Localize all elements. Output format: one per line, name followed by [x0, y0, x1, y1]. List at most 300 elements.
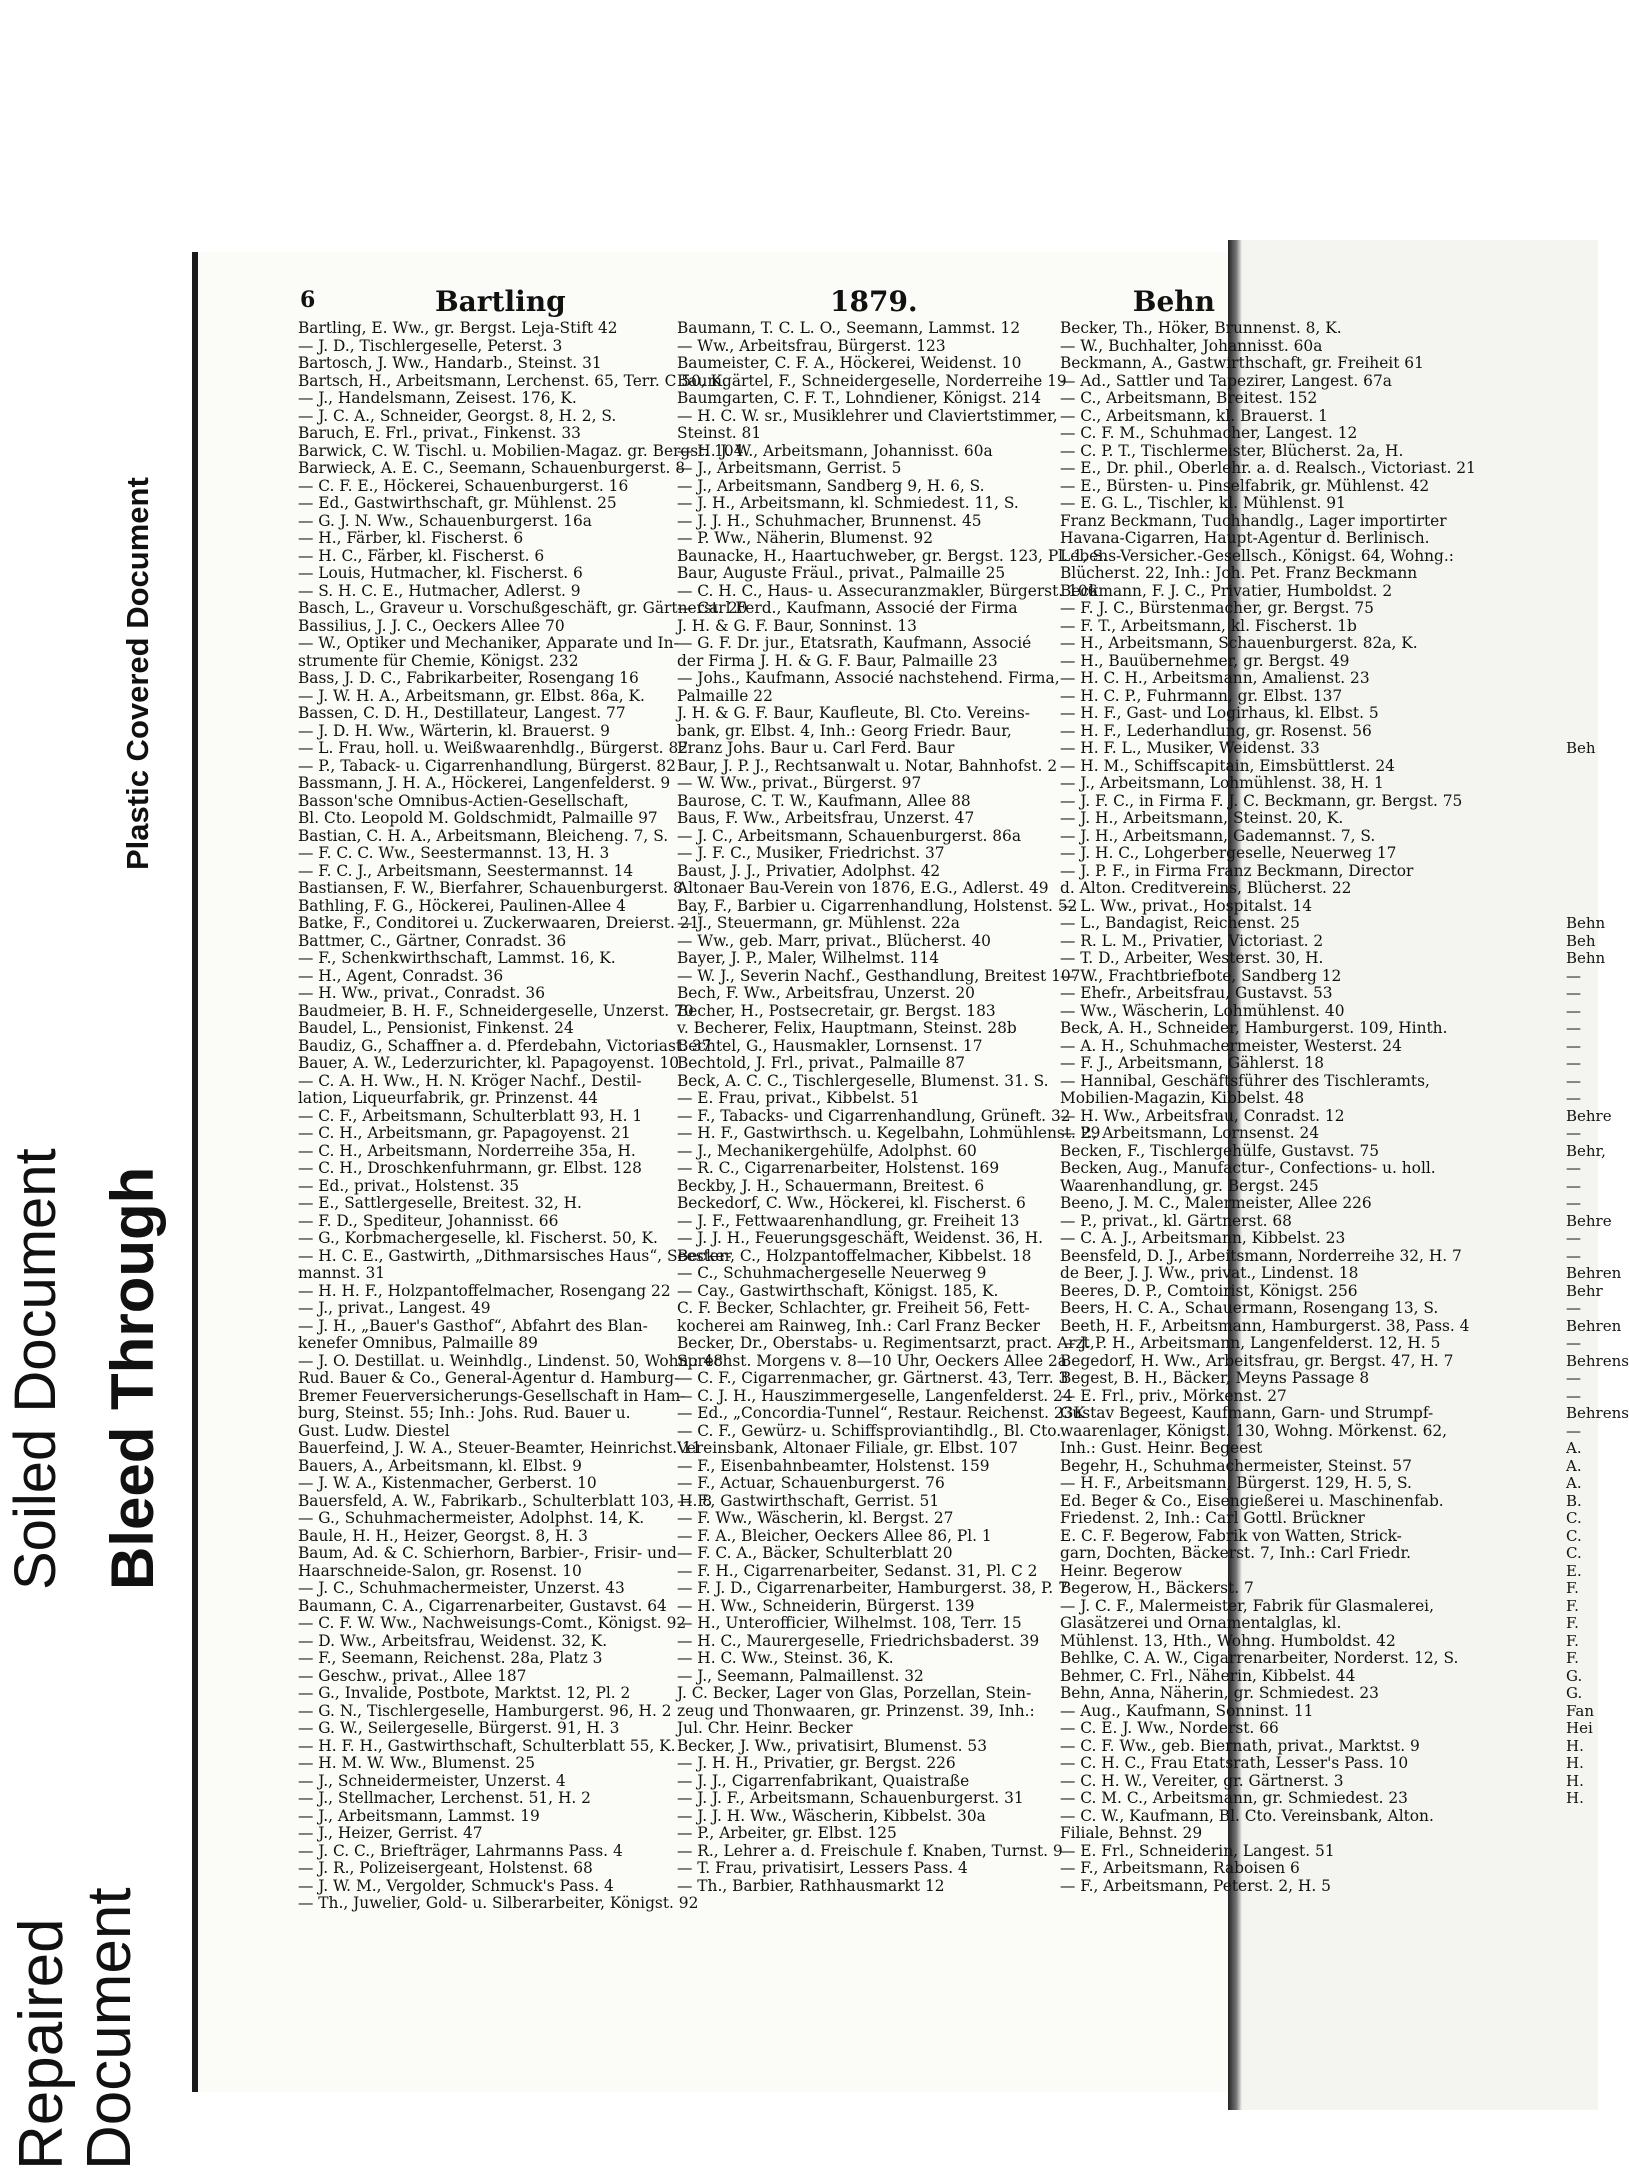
directory-entry: — F. C. J., Arbeitsmann, Seestermannst. 14	[298, 861, 634, 880]
fragment-line	[1566, 845, 1629, 863]
directory-entry: — J., Arbeitsmann, Gerrist. 5	[677, 459, 902, 477]
directory-entry: — C. E. J. Ww., Norderst. 66	[1060, 1719, 1279, 1737]
directory-entry: — F. H., Cigarrenarbeiter, Sedanst. 31, Pl. C 2	[677, 1561, 1038, 1580]
directory-entry: Begehr, H., Schuhmachermeister, Steinst. 57	[1060, 1456, 1412, 1475]
directory-entry: — J. D., Tischlergeselle, Peterst. 3	[298, 336, 563, 355]
directory-entry: Baumgarten, C. F. T., Lohndiener, Königst. 214	[677, 389, 1042, 407]
fragment-line: Behre	[1566, 1106, 1612, 1125]
directory-column-2	[677, 319, 1108, 1895]
directory-entry: — F. Ww., Wäscherin, kl. Bergst. 27	[677, 1509, 954, 1527]
directory-entry: — C. W., Kaufmann, Bl. Cto. Vereinsbank, Alton.	[1060, 1806, 1434, 1825]
fragment-line: F.	[1566, 1579, 1579, 1597]
directory-entry: — Louis, Hutmacher, kl. Fischerst. 6	[298, 564, 583, 582]
directory-entry: — J., Arbeitsmann, Lohmühlenst. 38, H. 1	[1060, 774, 1384, 792]
directory-entry: — F., Arbeitsmann, Peterst. 2, H. 5	[1060, 1876, 1331, 1895]
directory-entry: Beckby, J. H., Schauermann, Breitest. 6	[677, 1176, 985, 1195]
directory-entry: Begerow, H., Bäckerst. 7	[1060, 1579, 1254, 1597]
directory-entry: — H. Ww., Schneiderin, Bürgerst. 139	[677, 1596, 975, 1615]
directory-entry: Baur, J. P. J., Rechtsanwalt u. Notar, Bahnhofst. 2	[677, 756, 1058, 775]
directory-entry: — F., Eisenbahnbeamter, Holstenst. 159	[677, 1456, 990, 1475]
fragment-line: —	[1566, 1194, 1581, 1212]
directory-entry: — J., Handelsmann, Zeisest. 176, K.	[298, 389, 577, 407]
fragment-line: Fan	[1566, 1701, 1594, 1720]
fragment-line: H.	[1566, 1736, 1584, 1755]
fragment-line: —	[1566, 1159, 1581, 1177]
fragment-line: H.	[1566, 1789, 1584, 1807]
fragment-line: —	[1566, 1071, 1581, 1090]
directory-entry: — G. N., Tischlergeselle, Hamburgerst. 96, H. 2	[298, 1701, 672, 1720]
directory-entry: — C. A. H. Ww., H. N. Kröger Nachf., Destil-	[298, 1071, 642, 1090]
directory-entry: Baus, F. Ww., Arbeitsfrau, Unzerst. 47	[677, 809, 975, 827]
directory-entry: — P. Ww., Näherin, Blumenst. 92	[677, 529, 933, 547]
fragment-line: E.	[1566, 1561, 1582, 1580]
directory-entry: Vereinsbank, Altonaer Filiale, gr. Elbst. 107	[677, 1439, 1018, 1457]
directory-entry: Baumgärtel, F., Schneidergeselle, Norderreihe 19	[677, 371, 1067, 390]
directory-entry: — F., Actuar, Schauenburgerst. 76	[677, 1474, 945, 1492]
directory-entry: Bechtel, G., Hausmakler, Lornsenst. 17	[677, 1036, 983, 1055]
directory-entry: Palmaille 22	[677, 686, 773, 705]
directory-entry: — J. H., Arbeitsmann, kl. Schmiedest. 11, S.	[677, 494, 1019, 512]
directory-entry: — Johs., Kaufmann, Associé nachstehend. Firma,	[677, 669, 1060, 687]
directory-entry: — C. H. W., Vereiter, gr. Gärtnerst. 3	[1060, 1771, 1344, 1790]
directory-entry: — J. W. A., Kistenmacher, Gerberst. 10	[298, 1474, 597, 1492]
directory-entry: Bechtold, J. Frl., privat., Palmaille 87	[677, 1054, 966, 1072]
directory-entry: Baudel, L., Pensionist, Finkenst. 24	[298, 1019, 574, 1037]
directory-entry: — F. J., Arbeitsmann, Gählerst. 18	[1060, 1054, 1325, 1072]
fragment-line: A.	[1566, 1456, 1582, 1475]
directory-entry: — R. L. M., Privatier, Victoriast. 2	[1060, 931, 1324, 950]
directory-entry: Baudmeier, B. H. F., Schneidergeselle, Unzerst. 70	[298, 1001, 694, 1020]
directory-entry: — Th., Barbier, Rathhausmarkt 12	[677, 1876, 945, 1895]
directory-entry: — C. J. H., Hauszimmergeselle, Langenfelderst. 24	[677, 1386, 1073, 1405]
directory-entry: J. C. Becker, Lager von Glas, Porzellan, Stein-	[677, 1684, 1032, 1702]
directory-entry: Baruch, E. Frl., privat., Finkenst. 33	[298, 424, 581, 442]
directory-entry: Baumann, C. A., Cigarrenarbeiter, Gustavst. 64	[298, 1596, 667, 1615]
directory-entry: — H. F., Gast- und Logirhaus, kl. Elbst. 5	[1060, 704, 1379, 722]
fragment-line: —	[1566, 1386, 1581, 1405]
directory-entry: Beensfeld, D. J., Arbeitsmann, Norderreihe 32, H. 7	[1060, 1246, 1462, 1265]
directory-entry: — G. F. Dr. jur., Etatsrath, Kaufmann, Associé	[677, 634, 1032, 652]
directory-entry: — Cay., Gastwirthschaft, Königst. 185, K.	[677, 1281, 999, 1300]
fragment-line: —	[1566, 966, 1581, 985]
directory-entry: — W., Optiker und Mechaniker, Apparate und In-	[298, 634, 679, 652]
directory-entry: Bass, J. D. C., Fabrikarbeiter, Rosengang 16	[298, 669, 639, 687]
directory-entry: Franz Beckmann, Tuchhandlg., Lager importirter	[1060, 511, 1447, 530]
directory-entry: — J. F. C., in Firma F. J. C. Beckmann, gr. Bergst. 75	[1060, 791, 1463, 810]
directory-entry: — F. J. C., Bürstenmacher, gr. Bergst. 75	[1060, 599, 1374, 617]
directory-entry: — E., Bürsten- u. Pinselfabrik, gr. Mühlenst. 42	[1060, 476, 1430, 495]
directory-entry: — F., Gastwirthschaft, Gerrist. 51	[677, 1491, 940, 1510]
directory-entry: C. F. Becker, Schlachter, gr. Freiheit 56, Fett-	[677, 1299, 1030, 1317]
directory-entry: Baule, H. H., Heizer, Georgst. 8, H. 3	[298, 1526, 588, 1545]
directory-entry: — H. F. H., Gastwirthschaft, Schulterblatt 55, K.	[298, 1736, 676, 1755]
directory-entry: — L. Ww., privat., Hospitalst. 14	[1060, 896, 1313, 915]
directory-entry: — H. Ww., Arbeitsfrau, Conradst. 12	[1060, 1106, 1345, 1125]
directory-entry: Havana-Cigarren, Haupt-Agentur d. Berlinisch.	[1060, 529, 1430, 547]
directory-entry: — H., Unterofficier, Wilhelmst. 108, Terr. 15	[677, 1614, 1022, 1632]
directory-entry: — H. H. F., Holzpantoffelmacher, Rosengang 22	[298, 1281, 671, 1300]
directory-entry: — Th., Juwelier, Gold- u. Silberarbeiter, Königst. 92	[298, 1894, 699, 1912]
directory-entry: — C., Arbeitsmann, Breitest. 152	[1060, 389, 1318, 407]
directory-entry: — E., Dr. phil., Oberlehr. a. d. Realsch., Victoriast. 21	[1060, 459, 1476, 477]
fragment-line: —	[1566, 1176, 1581, 1195]
fragment-line: F.	[1566, 1649, 1579, 1667]
directory-entry: — J. W. H. A., Arbeitsmann, gr. Elbst. 86a, K.	[298, 686, 645, 705]
directory-entry: Bayer, J. P., Maler, Wilhelmst. 114	[677, 949, 939, 967]
fragment-line: G.	[1566, 1684, 1583, 1702]
directory-entry: — G., Invalide, Postbote, Marktst. 12, Pl. 2	[298, 1684, 631, 1702]
directory-entry: Beeres, D. P., Comtoirist, Königst. 256	[1060, 1281, 1358, 1300]
directory-entry: Becher, H., Postsecretair, gr. Bergst. 183	[677, 1001, 996, 1020]
directory-entry: — Ed., „Concordia-Tunnel“, Restaur. Reichenst. 23K	[677, 1404, 1085, 1422]
directory-entry: — F. A., Bleicher, Oeckers Allee 86, Pl. 1	[677, 1526, 992, 1545]
directory-entry: Jul. Chr. Heinr. Becker	[677, 1719, 853, 1737]
directory-entry: Baumann, T. C. L. O., Seemann, Lammst. 12	[677, 319, 1021, 337]
directory-entry: — J., Arbeitsmann, Lammst. 19	[298, 1806, 540, 1825]
directory-entry: Baum, Ad. & C. Schierhorn, Barbier-, Frisir- und	[298, 1544, 677, 1562]
fragment-line: Beh	[1566, 931, 1596, 950]
fragment-line: G.	[1566, 1666, 1583, 1685]
directory-entry: — J., privat., Langest. 49	[298, 1299, 491, 1317]
fragment-line: A.	[1566, 1474, 1582, 1492]
directory-entry: — H. M. W. Ww., Blumenst. 25	[298, 1754, 535, 1772]
directory-entry: — H. C. Ww., Steinst. 36, K.	[677, 1649, 894, 1667]
directory-entry: strumente für Chemie, Königst. 232	[298, 651, 579, 670]
directory-entry: garn, Dochten, Bäckerst. 7, Inh.: Carl Friedr.	[1060, 1544, 1412, 1562]
directory-entry: Sprechst. Morgens v. 8—10 Uhr, Oeckers Allee 2a	[677, 1351, 1067, 1370]
directory-entry: — H. F. L., Musiker, Weidenst. 33	[1060, 739, 1320, 757]
directory-entry: — J. H., „Bauer's Gasthof“, Abfahrt des Blan-	[298, 1316, 648, 1335]
fragment-line: F.	[1566, 1614, 1579, 1632]
directory-entry: Bassilius, J. J. C., Oeckers Allee 70	[298, 616, 565, 635]
directory-entry: — Ww., geb. Marr, privat., Blücherst. 40	[677, 931, 991, 950]
header-year: 1879.	[830, 285, 918, 318]
directory-entry: — J. H., Arbeitsmann, Gademannst. 7, S.	[1060, 826, 1376, 845]
directory-entry: Filiale, Behnst. 29	[1060, 1824, 1203, 1842]
directory-entry: Glasätzerei und Ornamentalglas, kl.	[1060, 1614, 1342, 1632]
directory-entry: Beeno, J. M. C., Malermeister, Allee 226	[1060, 1194, 1372, 1212]
directory-entry: — C. F. M., Schuhmacher, Langest. 12	[1060, 424, 1358, 442]
directory-entry: — J. C. F., Malermeister, Fabrik für Glasmalerei,	[1060, 1596, 1434, 1615]
directory-entry: Bathling, F. G., Höckerei, Paulinen-Allee 4	[298, 896, 626, 915]
fragment-line: Hei	[1566, 1719, 1593, 1737]
fragment-line: —	[1566, 1421, 1581, 1440]
directory-entry: — G. W., Seilergeselle, Bürgerst. 91, H. 3	[298, 1719, 620, 1737]
directory-entry: Bay, F., Barbier u. Cigarrenhandlung, Holstenst. 52	[677, 896, 1078, 915]
directory-entry: Rud. Bauer & Co., General-Agentur d. Hamburg-	[298, 1369, 680, 1387]
page-number: 6	[300, 287, 316, 313]
directory-entry: Steinst. 81	[677, 424, 762, 442]
directory-entry: Barwick, C. W. Tischl. u. Mobilien-Magaz. gr. Bergst. 104	[298, 441, 744, 460]
directory-entry: — C., Arbeitsmann, kl. Brauerst. 1	[1060, 406, 1328, 425]
directory-entry: — H. F., Lederhandlung, gr. Rosenst. 56	[1060, 721, 1372, 740]
fragment-line: C.	[1566, 1526, 1582, 1545]
directory-entry: — L. Frau, holl. u. Weißwaarenhdlg., Bürgerst. 82	[298, 739, 689, 757]
directory-entry: — J. F. C., Musiker, Friedrichst. 37	[677, 844, 945, 862]
directory-entry: — C. H. C., Haus- u. Assecuranzmakler, Bürgerst. 106	[677, 581, 1098, 600]
directory-entry: — H., Färber, kl. Fischerst. 6	[298, 529, 524, 547]
directory-entry: Gust. Ludw. Diestel	[298, 1421, 450, 1440]
directory-entry: — J. C. A., Schneider, Georgst. 8, H. 2, S.	[298, 406, 617, 425]
directory-entry: — H. C. W. sr., Musiklehrer und Claviertstimmer,	[677, 406, 1058, 425]
directory-entry: — H. C. P., Fuhrmann, gr. Elbst. 137	[1060, 686, 1343, 705]
directory-entry: kenefer Omnibus, Palmaille 89	[298, 1334, 538, 1352]
directory-entry: Basch, L., Graveur u. Vorschußgeschäft, gr. Gärtnerst. 20	[298, 599, 748, 617]
directory-entry: — J. P. H., Arbeitsmann, Langenfelderst. 12, H. 5	[1060, 1334, 1441, 1352]
directory-entry: — P., Taback- u. Cigarrenhandlung, Bürgerst. 82	[298, 756, 676, 775]
fragment-line: —	[1566, 984, 1581, 1002]
directory-entry: Becker, J. Ww., privatisirt, Blumenst. 53	[677, 1736, 987, 1755]
directory-entry: mannst. 31	[298, 1264, 386, 1282]
directory-entry: Bartosch, J. Ww., Handarb., Steinst. 31	[298, 354, 602, 372]
directory-entry: — C. H. C., Frau Etatsrath, Lesser's Pass. 10	[1060, 1754, 1409, 1772]
directory-entry: der Firma J. H. & G. F. Baur, Palmaille 23	[677, 651, 998, 670]
fragment-line	[1566, 898, 1629, 916]
directory-entry: Gustav Begeest, Kaufmann, Garn- und Strumpf-	[1060, 1404, 1434, 1422]
directory-entry: — Ad., Sattler und Tapezirer, Langest. 67a	[1060, 371, 1392, 390]
directory-entry: Baudiz, G., Schaffner a. d. Pferdebahn, Victoriast. 37	[298, 1036, 712, 1055]
fragment-line: —	[1566, 1001, 1581, 1020]
directory-entry: — J. O. Destillat. u. Weinhdlg., Lindenst. 50, Wohn.: 48	[298, 1351, 723, 1370]
directory-entry: Basson'sche Omnibus-Actien-Gesellschaft,	[298, 791, 629, 810]
directory-entry: — R., Lehrer a. d. Freischule f. Knaben, Turnst. 9	[677, 1841, 1063, 1860]
directory-entry: — J. H. C., Lohgerbergeselle, Neuerweg 17	[1060, 844, 1397, 862]
directory-entry: Behn, Anna, Näherin, gr. Schmiedest. 23	[1060, 1684, 1379, 1702]
directory-entry: — F., Seemann, Reichenst. 28a, Platz 3	[298, 1649, 603, 1667]
fragment-line: Behren	[1566, 1316, 1622, 1335]
directory-entry: — H. M., Schiffscapitain, Eimsbüttlerst. 24	[1060, 756, 1395, 775]
directory-entry: Beck, A. C. C., Tischlergeselle, Blumenst. 31. S.	[677, 1071, 1049, 1090]
directory-entry: Beckmann, A., Gastwirthschaft, gr. Freiheit 61	[1060, 354, 1424, 372]
directory-entry: v. Becherer, Felix, Hauptmann, Steinst. 28b	[677, 1019, 1017, 1037]
directory-entry: — C., Schuhmachergeselle Neuerweg 9	[677, 1264, 987, 1282]
directory-entry: — F. T., Arbeitsmann, kl. Fischerst. 1b	[1060, 616, 1357, 635]
directory-entry: — D. Ww., Arbeitsfrau, Weidenst. 32, K.	[298, 1631, 608, 1650]
directory-entry: lation, Liqueurfabrik, gr. Prinzenst. 44	[298, 1089, 598, 1107]
directory-entry: Bartsch, H., Arbeitsmann, Lerchenst. 65, Terr. C 50, K.	[298, 371, 728, 390]
directory-entry: Bauersfeld, A. W., Fabrikarb., Schulterblatt 103, H. 8	[298, 1491, 713, 1510]
directory-entry: — C. F., Arbeitsmann, Schulterblatt 93, H. 1	[298, 1106, 643, 1125]
fragment-line: —	[1566, 1229, 1581, 1247]
directory-entry: — H. C., Maurergeselle, Friedrichsbaderst. 39	[677, 1631, 1040, 1650]
header-first-entry: Bartling	[435, 285, 566, 318]
directory-entry: — J., Stellmacher, Lerchenst. 51, H. 2	[298, 1789, 591, 1807]
fragment-line: C.	[1566, 1509, 1582, 1527]
directory-entry: — P., Arbeitsmann, Lornsenst. 24	[1060, 1124, 1320, 1142]
directory-entry: — E. Frl., Schneiderin, Langest. 51	[1060, 1841, 1335, 1860]
directory-entry: — T. D., Arbeiter, Westerst. 30, H.	[1060, 949, 1324, 967]
directory-entry: — C. P. T., Tischlermeister, Blücherst. 2a, H.	[1060, 441, 1404, 460]
directory-entry: — J. J. H. Ww., Wäscherin, Kibbelst. 30a	[677, 1806, 986, 1825]
directory-entry: Battmer, C., Gärtner, Conradst. 36	[298, 931, 567, 950]
directory-entry: — J., Mechanikergehülfe, Adolphst. 60	[677, 1141, 977, 1160]
directory-entry: — W., Buchhalter, Johannisst. 60a	[1060, 336, 1323, 355]
directory-entry: — T. Frau, privatisirt, Lessers Pass. 4	[677, 1859, 968, 1877]
directory-entry: Mobilien-Magazin, Kibbelst. 48	[1060, 1089, 1305, 1107]
directory-entry: — J. P. F., in Firma Franz Beckmann, Director	[1060, 861, 1414, 880]
directory-entry: — H. Ww., privat., Conradst. 36	[298, 984, 545, 1002]
directory-entry: waarenlager, Königst. 130, Wohng. Mörkenst. 62,	[1060, 1421, 1448, 1440]
directory-entry: Begedorf, H. Ww., Arbeitsfrau, gr. Bergst. 47, H. 7	[1060, 1351, 1454, 1370]
directory-entry: Behmer, C. Frl., Näherin, Kibbelst. 44	[1060, 1666, 1356, 1685]
label-repaired: Repaired Document	[7, 1887, 144, 2170]
directory-entry: — C. H., Arbeitsmann, gr. Papagoyenst. 21	[298, 1124, 631, 1142]
directory-entry: — P., Arbeiter, gr. Elbst. 125	[677, 1824, 897, 1842]
directory-entry: — P., privat., kl. Gärtnerst. 68	[1060, 1211, 1292, 1230]
directory-entry: Barwieck, A. E. C., Seemann, Schauenburgerst. 8	[298, 459, 686, 477]
fragment-line: Behrens	[1566, 1351, 1629, 1370]
directory-entry: — J. D. H. Ww., Wärterin, kl. Brauerst. 9	[298, 721, 610, 740]
fragment-line: Behr	[1566, 1281, 1603, 1300]
directory-entry: — G. J. N. Ww., Schauenburgerst. 16a	[298, 511, 592, 530]
directory-entry: Beckedorf, C. Ww., Höckerei, kl. Fischerst. 6	[677, 1194, 1026, 1212]
fragment-line: —	[1566, 1299, 1581, 1317]
directory-entry: — H. C. H., Arbeitsmann, Amalienst. 23	[1060, 669, 1370, 687]
fragment-line: B.	[1566, 1491, 1582, 1510]
fragment-line: —	[1566, 1019, 1581, 1037]
directory-entry: kocherei am Rainweg, Inh.: Carl Franz Becker	[677, 1316, 1040, 1335]
fragment-line: Behn	[1566, 949, 1606, 967]
directory-entry: — J., Heizer, Gerrist. 47	[298, 1824, 483, 1842]
directory-entry: Batke, F., Conditorei u. Zuckerwaaren, Dreierst. 21	[298, 914, 700, 932]
directory-entry: Beck, A. H., Schneider, Hamburgerst. 109, Hinth.	[1060, 1019, 1448, 1037]
directory-entry: Becken, Aug., Manufactur-, Confections- u. holl.	[1060, 1159, 1436, 1177]
directory-entry: — J., Seemann, Palmaillenst. 32	[677, 1666, 924, 1685]
fragment-line	[1566, 793, 1629, 811]
directory-entry: Baunacke, H., Haartuchweber, gr. Bergst. 123, Pl. 1, S.	[677, 546, 1108, 565]
directory-entry: — R. C., Cigarrenarbeiter, Holstenst. 169	[677, 1159, 1000, 1177]
directory-entry: Haarschneide-Salon, gr. Rosenst. 10	[298, 1561, 582, 1580]
directory-entry: Altonaer Bau-Verein von 1876, E.G., Adlerst. 49	[677, 879, 1049, 897]
directory-entry: Ed. Beger & Co., Eisengießerei u. Maschinenfab.	[1060, 1491, 1444, 1510]
directory-entry: Bastian, C. H. A., Arbeitsmann, Bleicheng. 7, S.	[298, 826, 669, 845]
directory-entry: — L., Bandagist, Reichenst. 25	[1060, 914, 1300, 932]
fragment-line	[1566, 810, 1629, 828]
directory-entry: — J. W. M., Vergolder, Schmuck's Pass. 4	[298, 1876, 614, 1895]
directory-entry: Blücherst. 22, Inh.: Joh. Pet. Franz Beckmann	[1060, 564, 1418, 582]
directory-entry: Baurose, C. T. W., Kaufmann, Allee 88	[677, 791, 971, 810]
facing-page-fragments	[1566, 740, 1629, 1808]
directory-entry: — Ed., privat., Holstenst. 35	[298, 1176, 520, 1195]
directory-entry: — F. J. D., Cigarrenarbeiter, Hamburgerst. 38, P. 7	[677, 1579, 1068, 1597]
directory-entry: Becken, F., Tischlergehülfe, Gustavst. 75	[1060, 1141, 1380, 1160]
directory-entry: — C. F., Gewürz- u. Schiffsproviantihdlg., Bl. Cto.	[677, 1421, 1062, 1440]
fragment-line: F.	[1566, 1631, 1579, 1650]
fragment-line: C.	[1566, 1544, 1582, 1562]
directory-entry: — F., Schenkwirthschaft, Lammst. 16, K.	[298, 949, 616, 967]
directory-entry: — E. Frau, privat., Kibbelst. 51	[677, 1089, 920, 1107]
directory-entry: — J. H. H., Privatier, gr. Bergst. 226	[677, 1754, 956, 1772]
directory-entry: Becker, C., Holzpantoffelmacher, Kibbelst. 18	[677, 1246, 1032, 1265]
fragment-line: F.	[1566, 1596, 1579, 1615]
label-bleed-through: Bleed Through	[99, 1166, 166, 1590]
directory-entry: — Carl Ferd., Kaufmann, Associé der Firma	[677, 599, 1018, 617]
directory-entry: J. H. & G. F. Baur, Kaufleute, Bl. Cto. Vereins-	[677, 704, 1030, 722]
directory-entry: Begest, B. H., Bäcker, Meyns Passage 8	[1060, 1369, 1370, 1387]
directory-entry: — J., Steuermann, gr. Mühlenst. 22a	[677, 914, 960, 932]
directory-entry: Becker, Th., Höker, Brunnenst. 8, K.	[1060, 319, 1342, 337]
fragment-line: H.	[1566, 1754, 1584, 1772]
directory-entry: — F., Arbeitsmann, Raboisen 6	[1060, 1859, 1300, 1877]
directory-entry: Bauer, A. W., Lederzurichter, kl. Papagoyenst. 10	[298, 1054, 680, 1072]
directory-entry: — Ed., Gastwirthschaft, gr. Mühlenst. 25	[298, 494, 617, 512]
directory-entry: Mühlenst. 13, Hth., Wohng. Humboldst. 42	[1060, 1631, 1396, 1650]
directory-entry: Baumeister, C. F. A., Höckerei, Weidenst. 10	[677, 354, 1022, 372]
directory-entry: — J. J. H., Schuhmacher, Brunnenst. 45	[677, 511, 982, 530]
directory-entry: — H. F., Gastwirthsch. u. Kegelbahn, Lohmühlenst. 29	[677, 1124, 1101, 1142]
directory-entry: — J. C. C., Briefträger, Lahrmanns Pass. 4	[298, 1841, 623, 1860]
directory-entry: — H., Arbeitsmann, Schauenburgerst. 82a, K.	[1060, 634, 1418, 652]
directory-entry: — H. J. W., Arbeitsmann, Johannisst. 60a	[677, 441, 993, 460]
directory-entry: Bl. Cto. Leopold M. Goldschmidt, Palmaille 97	[298, 809, 658, 827]
fragment-line: —	[1566, 1246, 1581, 1265]
directory-entry: Bech, F. Ww., Arbeitsfrau, Unzerst. 20	[677, 984, 975, 1002]
directory-entry: Baust, J. J., Privatier, Adolphst. 42	[677, 861, 941, 880]
directory-entry: Beeth, H. F., Arbeitsmann, Hamburgerst. 38, Pass. 4	[1060, 1316, 1470, 1335]
label-plastic-covered: Plastic Covered Document	[120, 477, 155, 870]
directory-entry: bank, gr. Elbst. 4, Inh.: Georg Friedr. Baur,	[677, 721, 1012, 740]
directory-entry: — J., Arbeitsmann, Sandberg 9, H. 6, S.	[677, 476, 985, 495]
directory-entry: — A. H., Schuhmachermeister, Westerst. 24	[1060, 1036, 1402, 1055]
directory-entry: — J. R., Polizeisergeant, Holstenst. 68	[298, 1859, 593, 1877]
directory-entry: — J., Schneidermeister, Unzerst. 4	[298, 1771, 566, 1790]
directory-entry: — W., Frachtbriefbote, Sandberg 12	[1060, 966, 1342, 985]
directory-entry: — C. A. J., Arbeitsmann, Kibbelst. 23	[1060, 1229, 1346, 1247]
fragment-line: Behn	[1566, 914, 1606, 932]
directory-entry: — Geschw., privat., Allee 187	[298, 1666, 527, 1685]
fragment-line: —	[1566, 1334, 1581, 1352]
directory-entry: — W. J., Severin Nachf., Gesthandlung, Breitest 107	[677, 966, 1081, 985]
directory-entry: Bassmann, J. H. A., Höckerei, Langenfelderst. 9	[298, 774, 671, 792]
fragment-line: Beh	[1566, 739, 1596, 757]
fragment-line: —	[1566, 1054, 1581, 1072]
directory-entry: — S. H. C. E., Hutmacher, Adlerst. 9	[298, 581, 581, 600]
directory-entry: — C. F. Ww., geb. Biernath, privat., Marktst. 9	[1060, 1736, 1420, 1755]
directory-entry: Behlke, C. A. W., Cigarrenarbeiter, Norderst. 12, S.	[1060, 1649, 1459, 1667]
fragment-line	[1566, 758, 1629, 776]
directory-entry: d. Alton. Creditvereins, Blücherst. 22	[1060, 879, 1352, 897]
fragment-line: —	[1566, 1036, 1581, 1055]
fragment-line	[1566, 775, 1629, 793]
directory-entry: — C. M. C., Arbeitsmann, gr. Schmiedest. 23	[1060, 1789, 1408, 1807]
fragment-line	[1566, 863, 1629, 881]
directory-entry: Bremer Feuerversicherungs-Gesellschaft in Ham-	[298, 1386, 686, 1405]
directory-entry: — H. C., Färber, kl. Fischerst. 6	[298, 546, 545, 565]
directory-entry: Beckmann, F. J. C., Privatier, Humboldst. 2	[1060, 581, 1393, 600]
fragment-line: H.	[1566, 1771, 1584, 1790]
directory-entry: — E. Frl., priv., Mörkenst. 27	[1060, 1386, 1287, 1405]
directory-entry: — C. H., Arbeitsmann, Norderreihe 35a, H.	[298, 1141, 636, 1160]
directory-entry: E. C. F. Begerow, Fabrik von Watten, Strick-	[1060, 1526, 1402, 1545]
directory-entry: — G., Schuhmachermeister, Adolphst. 14, K.	[298, 1509, 645, 1527]
fragment-line: A.	[1566, 1439, 1582, 1457]
directory-entry: — H., Agent, Conradst. 36	[298, 966, 504, 985]
directory-entry: — J. J. H., Feuerungsgeschäft, Weidenst. 36, H.	[677, 1229, 1044, 1247]
directory-entry: — H. F., Arbeitsmann, Bürgerst. 129, H. 5, S.	[1060, 1474, 1412, 1492]
directory-entry: — J. H., Arbeitsmann, Steinst. 20, K.	[1060, 809, 1344, 827]
directory-entry: zeug und Thonwaaren, gr. Prinzenst. 39, Inh.:	[677, 1701, 1035, 1720]
directory-entry: Beers, H. C. A., Schauermann, Rosengang 13, S.	[1060, 1299, 1439, 1317]
directory-entry: — J. C., Schuhmachermeister, Unzerst. 43	[298, 1579, 625, 1597]
directory-entry: Bauers, A., Arbeitsmann, kl. Elbst. 9	[298, 1456, 582, 1475]
directory-entry: — F., Tabacks- und Cigarrenhandlung, Grüneft. 32	[677, 1106, 1071, 1125]
directory-entry: Friedenst. 2, Inh.: Carl Gottl. Brückner	[1060, 1509, 1365, 1527]
directory-entry: — G., Korbmachergeselle, kl. Fischerst. 50, K.	[298, 1229, 658, 1247]
fragment-line: Behre	[1566, 1211, 1612, 1230]
directory-entry: Bartling, E. Ww., gr. Bergst. Leja-Stift 42	[298, 319, 618, 337]
fragment-line	[1566, 828, 1629, 846]
directory-entry: — H., Bauübernehmer, gr. Bergst. 49	[1060, 651, 1350, 670]
